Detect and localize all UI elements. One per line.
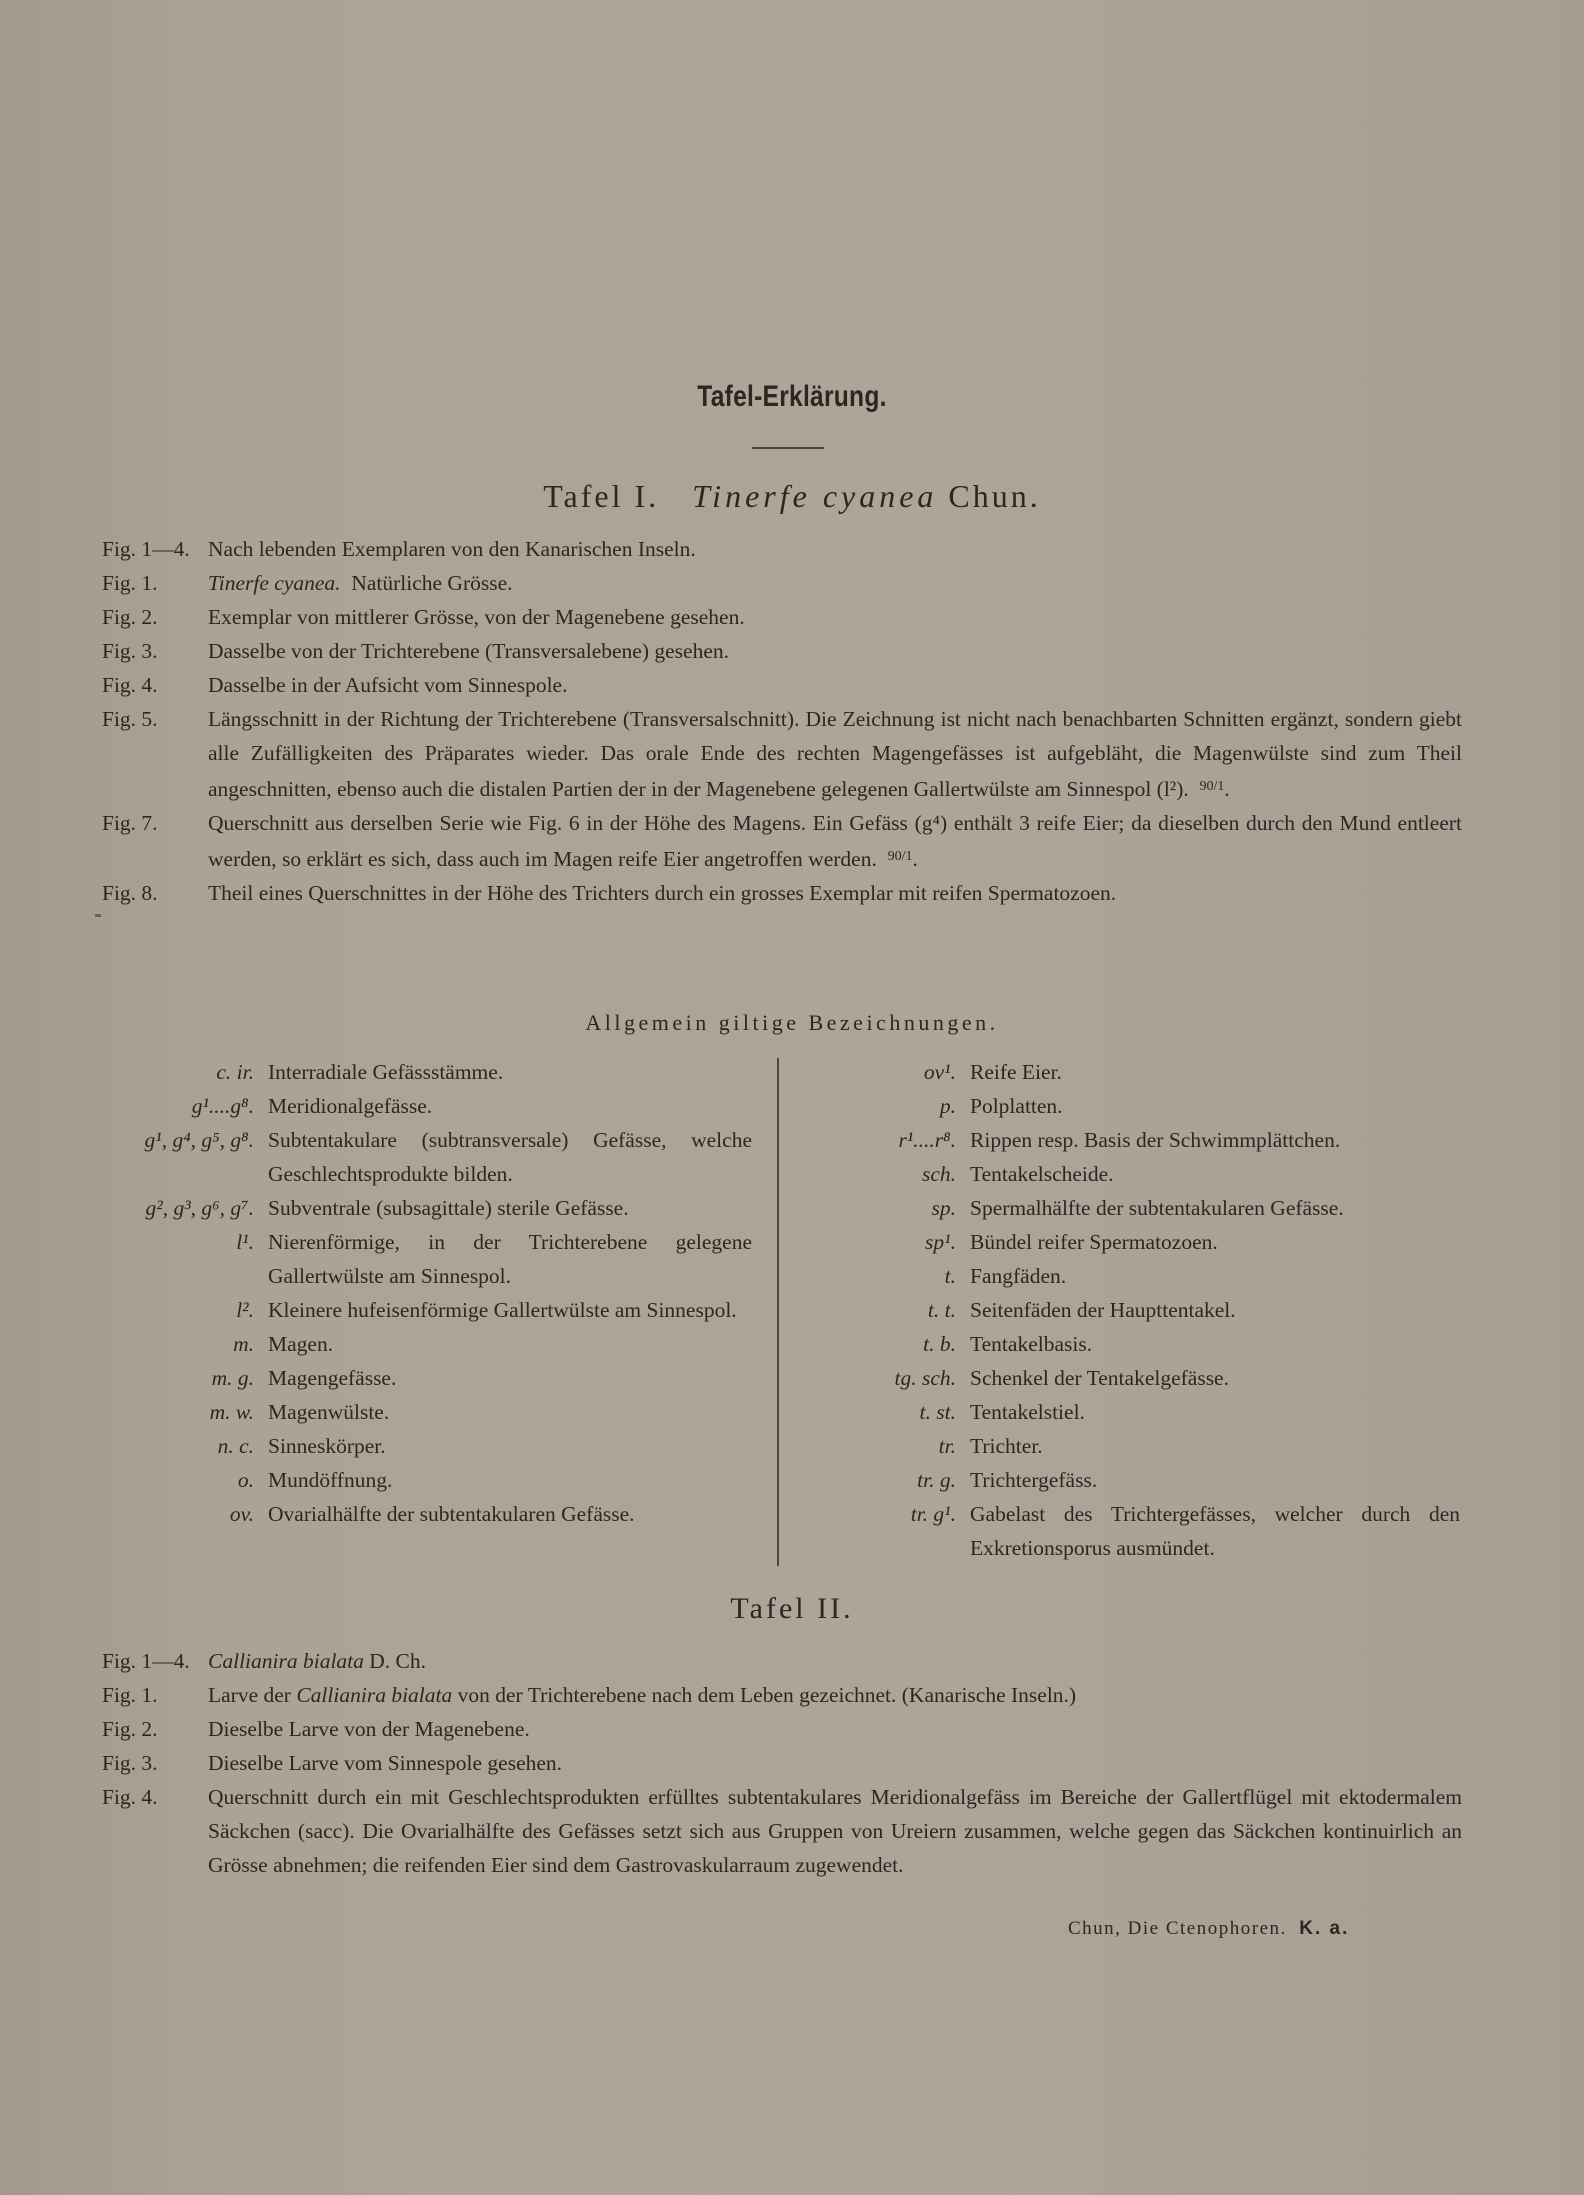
legend-abbr: n. c.	[217, 1434, 254, 1458]
legend-abbr: m. w.	[209, 1400, 254, 1424]
legend-entry	[800, 1293, 1460, 1327]
fig-number: Fig. 3.	[102, 1751, 158, 1775]
legend-abbr: sp.	[931, 1196, 956, 1220]
legend-text: Tentakelstiel.	[970, 1400, 1085, 1424]
legend-entry	[800, 1191, 1460, 1225]
tafel-2-figures	[102, 1644, 1462, 1882]
legend-abbr: ov¹.	[923, 1060, 956, 1084]
fig-number: Fig. 7.	[102, 811, 158, 835]
legend-abbr: tg. sch.	[894, 1366, 956, 1390]
fig-number: Fig. 2.	[102, 605, 158, 629]
legend-entry	[800, 1327, 1460, 1361]
legend-entry	[102, 1429, 752, 1463]
legend-text: Mundöffnung.	[268, 1468, 393, 1492]
fig-caption: Querschnitt durch ein mit Geschlechtsprodukten erfülltes subtentakulares Meridionalgefäss im Bereiche der Gallertflügel mit ektodermalem Säckchen (sacc). Die Ovarialhälfte des Gefässes setzt sich aus Gruppen von Ureiern zusammen, welche gegen das Säckchen kontinuirlich an Grösse abnehmen; die reifenden Eier sind dem Gastrovaskularraum zugewendet.	[208, 1785, 1462, 1877]
fig-caption: Exemplar von mittlerer Grösse, von der Magenebene gesehen.	[208, 605, 745, 629]
legend-entry	[102, 1055, 752, 1089]
publication-footer	[1068, 1918, 1349, 1940]
legend-entry	[102, 1123, 752, 1191]
fig-caption: Dieselbe Larve vom Sinnespole gesehen.	[208, 1751, 563, 1775]
legend-text: Sinneskörper.	[268, 1434, 386, 1458]
magnification: 90/1	[887, 849, 913, 864]
legend-text: Bündel reifer Spermatozoen.	[970, 1230, 1218, 1254]
legend-abbr: g¹....g⁸.	[191, 1094, 254, 1118]
legend-text: Ovarialhälfte der subtentakularen Gefässe.	[268, 1502, 635, 1526]
fig-entry	[102, 876, 1462, 910]
fig-entry	[102, 668, 1462, 702]
legend-left-column	[102, 1055, 752, 1531]
legend-text: Magen.	[268, 1332, 334, 1356]
title-rule	[752, 447, 824, 449]
fig-number: Fig. 2.	[102, 1717, 158, 1741]
legend-text: Rippen resp. Basis der Schwimmplättchen.	[970, 1128, 1341, 1152]
legend-text: Polplatten.	[970, 1094, 1063, 1118]
fig-number: Fig. 4.	[102, 1785, 158, 1809]
species-name: Tinerfe cyanea.	[208, 571, 341, 595]
fig-caption: Dieselbe Larve von der Magenebene.	[208, 1717, 530, 1741]
magnification: 90/1	[1199, 779, 1225, 794]
legend-entry	[102, 1463, 752, 1497]
legend-text: Seitenfäden der Haupttentakel.	[970, 1298, 1236, 1322]
legend-abbr: m.	[233, 1332, 254, 1356]
ink-speck	[95, 914, 101, 917]
fig-entry	[102, 566, 1462, 600]
fig-caption: Nach lebenden Exemplaren von den Kanarischen Inseln.	[208, 537, 696, 561]
legend-text: Trichter.	[970, 1434, 1043, 1458]
fig-caption: Dasselbe in der Aufsicht vom Sinnespole.	[208, 673, 568, 697]
legend-abbr: p.	[939, 1094, 956, 1118]
tafel-1-heading	[0, 478, 1584, 515]
fig-entry	[102, 634, 1462, 668]
fig-entry	[102, 600, 1462, 634]
fig-caption: Längsschnitt in der Richtung der Trichterebene (Transversalschnitt). Die Zeichnung ist nicht nach benachbarten Schnitten ergänzt, sondern giebt alle Zufälligkeiten des Präparates wieder. Das orale Ende des rechten Magengefässes ist aufgebläht, die Magenwülste sind zum Theil angeschnitten, ebenso auch die distalen Partien der in der Magenebene gelegenen Gallertwülste am Sinnespol (l²). $^{90/1}$.	[208, 707, 1462, 801]
legend-entry	[102, 1293, 752, 1327]
fig-entry	[102, 1780, 1462, 1882]
legend-text: Interradiale Gefässstämme.	[268, 1060, 504, 1084]
legend-abbr: r¹....r⁸.	[898, 1128, 956, 1152]
legend-entry	[102, 1089, 752, 1123]
legend-entry	[800, 1157, 1460, 1191]
legend-text: Fangfäden.	[970, 1264, 1067, 1288]
fig-number: Fig. 1—4.	[102, 537, 190, 561]
fig-number: Fig. 1—4.	[102, 1649, 190, 1673]
legend-entry	[800, 1361, 1460, 1395]
fig-caption: Dasselbe von der Trichterebene (Transversalebene) gesehen.	[208, 639, 730, 663]
fig-caption: Theil eines Querschnittes in der Höhe des Trichters durch ein grosses Exemplar mit reifen Spermatozoen.	[208, 881, 1117, 905]
legend-abbr: sch.	[921, 1162, 956, 1186]
legend-abbr: tr.	[938, 1434, 956, 1458]
legend-abbr: l².	[236, 1298, 254, 1322]
legend-abbr: sp¹.	[925, 1230, 956, 1254]
legend-text: Reife Eier.	[970, 1060, 1062, 1084]
footer-citation: Chun, Die Ctenophoren.	[1068, 1918, 1287, 1939]
legend-abbr: t. st.	[919, 1400, 956, 1424]
fig-caption: Tinerfe cyanea. Natürliche Grösse.	[208, 571, 513, 595]
tafel-1-author: Chun.	[948, 478, 1041, 514]
legend-entry	[800, 1123, 1460, 1157]
fig-number: Fig. 3.	[102, 639, 158, 663]
legend-entry	[800, 1055, 1460, 1089]
legend-entry	[102, 1327, 752, 1361]
legend-text: Schenkel der Tentakelgefässe.	[970, 1366, 1229, 1390]
page-title: Tafel-Erklärung.	[697, 380, 887, 413]
legend-entry	[800, 1463, 1460, 1497]
fig-number: Fig. 5.	[102, 707, 158, 731]
fig-entry	[102, 1712, 1462, 1746]
legend-abbr: ov.	[229, 1502, 254, 1526]
legend-abbr: g², g³, g⁶, g⁷.	[145, 1196, 254, 1220]
legend-abbr: tr. g¹.	[910, 1502, 956, 1526]
tafel-1-figures	[102, 532, 1462, 910]
species-name: Callianira bialata	[208, 1649, 364, 1673]
legend-heading: Allgemein giltige Bezeichnungen.	[585, 1010, 999, 1035]
fig-number: Fig. 4.	[102, 673, 158, 697]
plate-mark: K. a.	[1299, 1918, 1350, 1939]
column-divider	[777, 1058, 779, 1566]
legend-abbr: t.	[944, 1264, 956, 1288]
fig-entry	[102, 702, 1462, 806]
legend-abbr: t. b.	[923, 1332, 956, 1356]
legend-entry	[102, 1497, 752, 1531]
legend-text: Gabelast des Trichtergefässes, welcher durch den Exkretionsporus ausmündet.	[970, 1502, 1460, 1560]
fig-number: Fig. 8.	[102, 881, 158, 905]
legend-entry	[102, 1361, 752, 1395]
legend-text: Tentakelscheide.	[970, 1162, 1114, 1186]
legend-entry	[102, 1225, 752, 1293]
legend-entry	[800, 1225, 1460, 1259]
tafel-1-species: Tinerfe cyanea	[692, 478, 938, 514]
legend-right-column	[800, 1055, 1460, 1565]
legend-abbr: t. t.	[927, 1298, 956, 1322]
fig-caption: Larve der Callianira bialata von der Trichterebene nach dem Leben gezeichnet. (Kanarische Inseln.)	[208, 1683, 1077, 1707]
legend-entry	[800, 1089, 1460, 1123]
fig-entry	[102, 1644, 1462, 1678]
fig-entry	[102, 1678, 1462, 1712]
legend-text: Magenwülste.	[268, 1400, 390, 1424]
species-name: Callianira bialata	[296, 1683, 453, 1707]
legend-text: Meridionalgefässe.	[268, 1094, 433, 1118]
legend-text: Subventrale (subsagittale) sterile Gefässe.	[268, 1196, 629, 1220]
legend-abbr: m. g.	[211, 1366, 254, 1390]
legend-abbr: g¹, g⁴, g⁵, g⁸.	[144, 1128, 254, 1152]
legend-abbr: o.	[237, 1468, 254, 1492]
tafel-2-heading: Tafel II.	[730, 1592, 854, 1625]
legend-entry	[102, 1191, 752, 1225]
legend-text: Subtentakulare (subtransversale) Gefässe, welche Geschlechtsprodukte bilden.	[268, 1128, 752, 1186]
legend-text: Kleinere hufeisenförmige Gallertwülste am Sinnespol.	[268, 1298, 737, 1322]
legend-abbr: c. ir.	[216, 1060, 254, 1084]
legend-abbr: l¹.	[236, 1230, 254, 1254]
legend-entry	[102, 1395, 752, 1429]
fig-number: Fig. 1.	[102, 1683, 158, 1707]
tafel-1-label: Tafel I.	[543, 478, 660, 514]
legend-entry	[800, 1395, 1460, 1429]
fig-caption: Callianira bialata D. Ch.	[208, 1649, 427, 1673]
legend-text: Tentakelbasis.	[970, 1332, 1093, 1356]
legend-text: Magengefässe.	[268, 1366, 397, 1390]
fig-entry	[102, 532, 1462, 566]
legend-text: Spermalhälfte der subtentakularen Gefässe.	[970, 1196, 1344, 1220]
legend-entry	[800, 1497, 1460, 1565]
fig-caption: Querschnitt aus derselben Serie wie Fig. 6 in der Höhe des Magens. Ein Gefäss (g⁴) enthält 3 reife Eier; da dieselben durch den Mund entleert werden, so erklärt es sich, dass auch im Magen reife Eier angetroffen werden. $^{90/1}$.	[208, 811, 1462, 871]
fig-number: Fig. 1.	[102, 571, 158, 595]
legend-entry	[800, 1429, 1460, 1463]
fig-entry	[102, 806, 1462, 876]
legend-text: Trichtergefäss.	[970, 1468, 1098, 1492]
legend-text: Nierenförmige, in der Trichterebene gelegene Gallertwülste am Sinnespol.	[268, 1230, 752, 1288]
legend-abbr: tr. g.	[917, 1468, 956, 1492]
legend-entry	[800, 1259, 1460, 1293]
fig-entry	[102, 1746, 1462, 1780]
